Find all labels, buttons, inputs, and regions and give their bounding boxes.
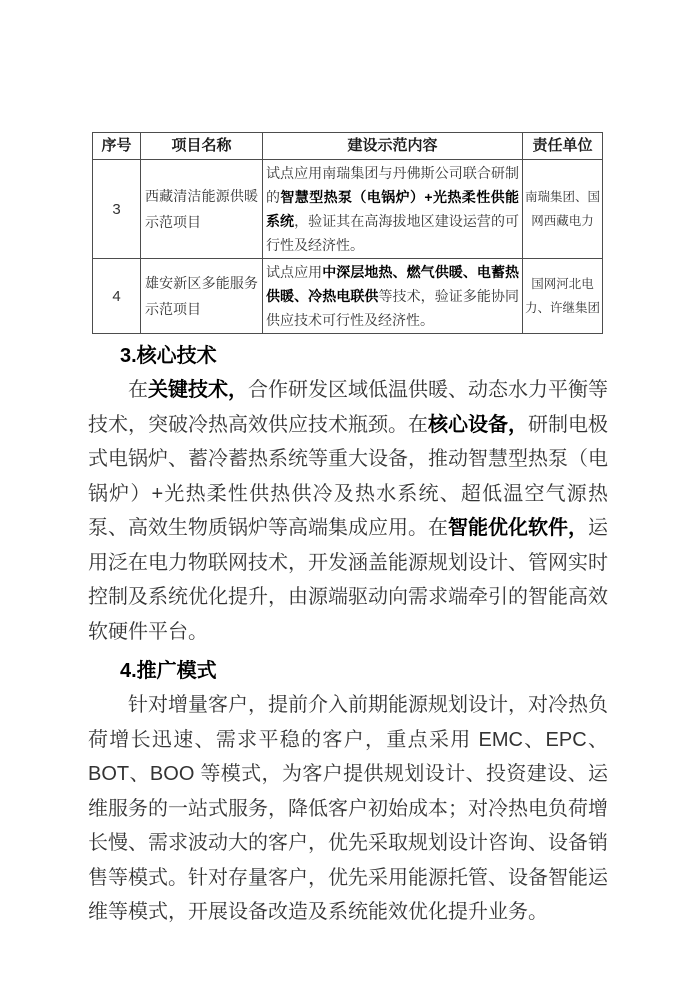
cell-project-name: 雄安新区多能服务示范项目 xyxy=(141,259,263,334)
table-row xyxy=(93,160,603,259)
table-header-row xyxy=(93,133,603,160)
demo-projects-table xyxy=(92,132,603,334)
cell-content: 试点应用南瑞集团与丹佛斯公司联合研制的智慧型热泵（电锅炉）+光热柔性供能系统，验证其在高海拔地区建设运营的可行性及经济性。 xyxy=(263,160,523,259)
paragraph-promotion-model: 针对增量客户，提前介入前期能源规划设计，对冷热负荷增长迅速、需求平稳的客户，重点采用 EMC、EPC、BOT、BOO 等模式，为客户提供规划设计、投资建设、运维服务的一站式服务，降低客户初始成本；对冷热电负荷增长慢、需求波动大的客户，优先采取规划设计咨询、设备销售等模式。针对存量客户，优先采用能源托管、设备智能运维等模式，开展设备改造及系统能效优化提升业务。 xyxy=(88,694,608,923)
cell-index: 4 xyxy=(93,259,141,334)
section-heading-core-technology: 3.核心技术 xyxy=(120,345,217,367)
cell-content: 试点应用中深层地热、燃气供暖、电蓄热供暖、冷热电联供等技术，验证多能协同供应技术可行性及经济性。 xyxy=(263,259,523,334)
section-heading-promotion-model: 4.推广模式 xyxy=(120,660,217,682)
col-header-owner: 责任单位 xyxy=(523,133,603,160)
col-header-content: 建设示范内容 xyxy=(263,133,523,160)
paragraph-core-technology: 在关键技术，合作研发区域低温供暖、动态水力平衡等技术，突破冷热高效供应技术瓶颈。在核心设备，研制电极式电锅炉、蓄冷蓄热系统等重大设备，推动智慧型热泵（电锅炉）+光热柔性供热供冷及热水系统、超低温空气源热泵、高效生物质锅炉等高端集成应用。在智能优化软件，运用泛在电力物联网技术，开发涵盖能源规划设计、管网实时控制及系统优化提升，由源端驱动向需求端牵引的智能高效软硬件平台。 xyxy=(88,379,608,643)
cell-index: 3 xyxy=(93,160,141,259)
col-header-project-name: 项目名称 xyxy=(141,133,263,160)
cell-project-name: 西藏清洁能源供暖示范项目 xyxy=(141,160,263,259)
cell-owner: 国网河北电力、许继集团 xyxy=(523,259,603,334)
col-header-index: 序号 xyxy=(93,133,141,160)
table-row xyxy=(93,259,603,334)
cell-owner: 南瑞集团、国网西藏电力 xyxy=(523,160,603,259)
